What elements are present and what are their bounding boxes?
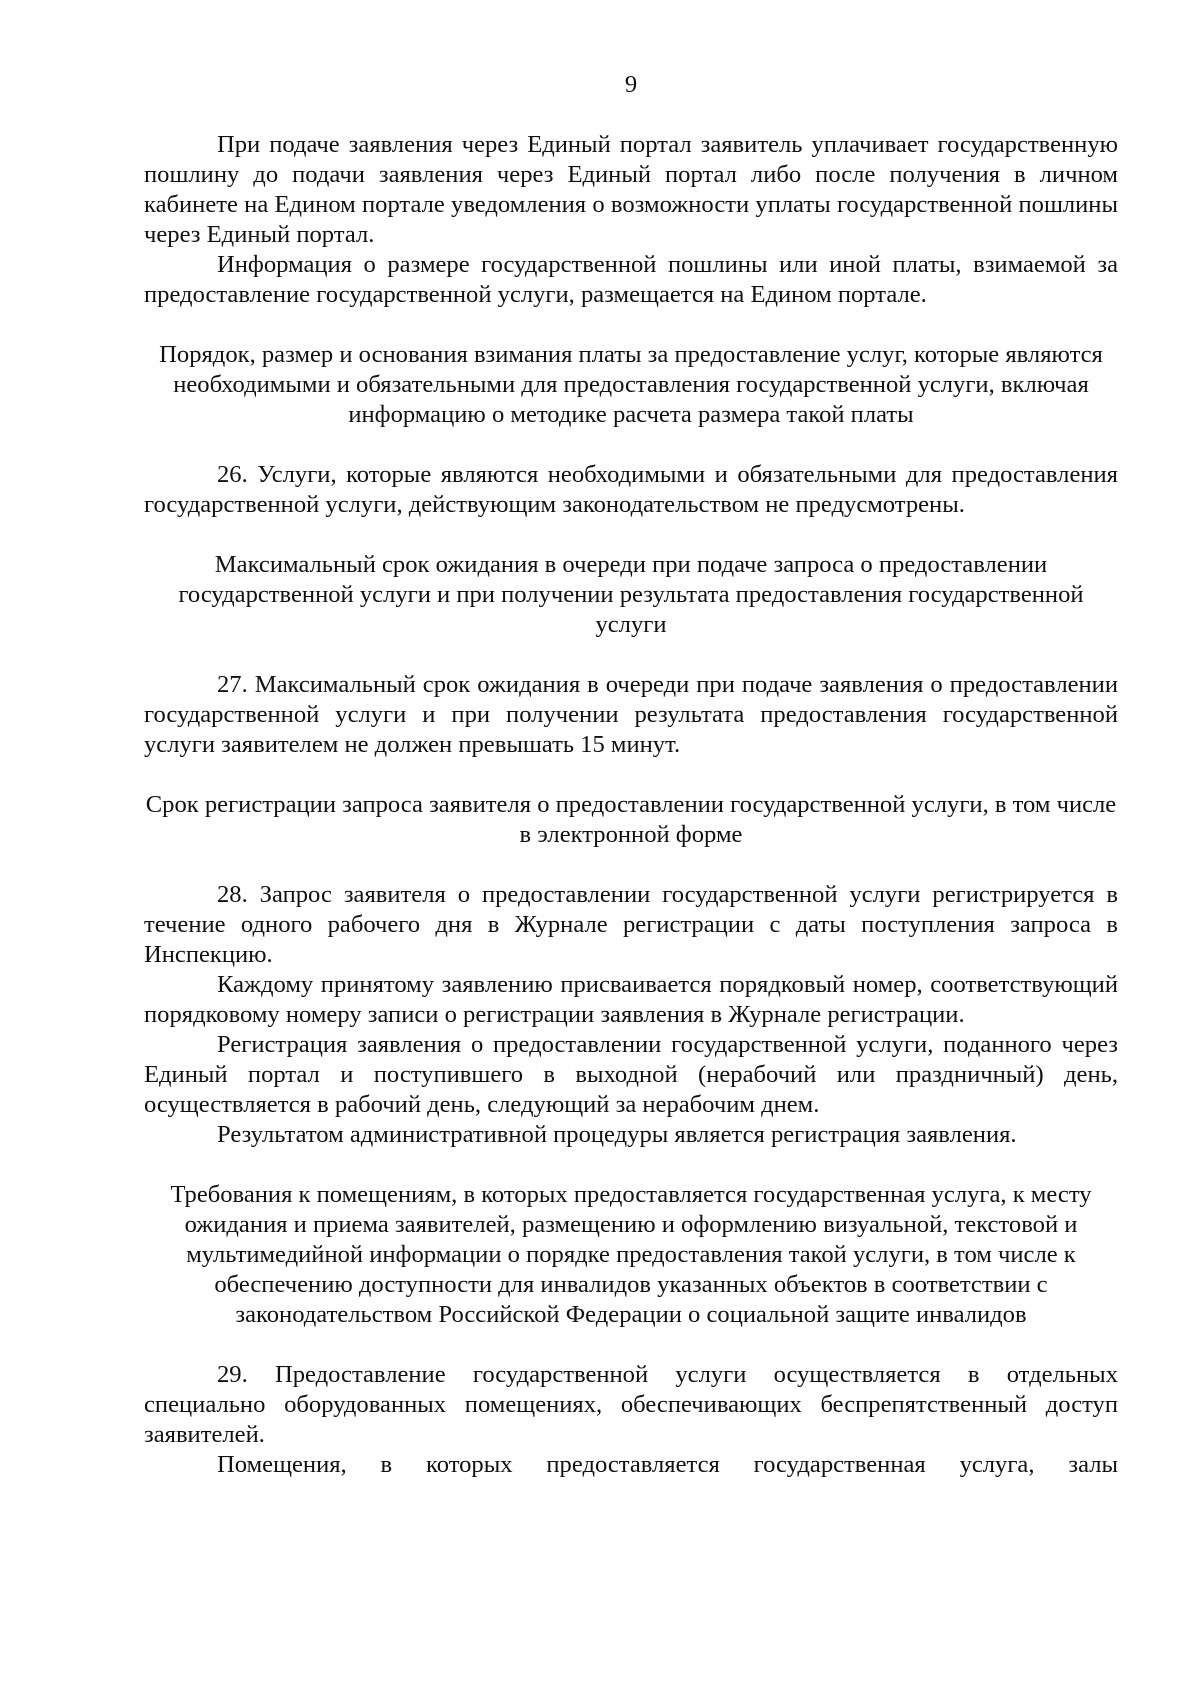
- paragraph-item-28-numbering: Каждому принятому заявлению присваивается порядковый номер, соответствующий порядковому номеру записи о регистрации заявления в Журнале регистрации.: [144, 971, 1118, 1028]
- section-heading-premises-requirements: Требования к помещениям, в которых предоставляется государственная услуга, к месту ожидания и приема заявителей, размещению и оформлению визуальной, текстовой и мультимедийной информации о порядке предоставления такой услуги, в том числе к обеспечению доступности для инвалидов указанных объектов в соответствии с законодательством Российской Федерации о социальной защите инвалидов: [170, 1181, 1092, 1328]
- section-heading-max-wait-time: Максимальный срок ожидания в очереди при подаче запроса о предоставлении государственной услуги и при получении результата предоставления государственной услуги: [178, 551, 1084, 638]
- section-heading-registration-term: Срок регистрации запроса заявителя о предоставлении государственной услуги, в том числе в электронной форме: [145, 791, 1117, 848]
- paragraph-item-29: 29. Предоставление государственной услуги осуществляется в отдельных специально оборудованных помещениях, обеспечивающих беспрепятственный доступ заявителей.: [144, 1361, 1118, 1448]
- paragraph-item-28-result: Результатом административной процедуры является регистрация заявления.: [217, 1121, 1017, 1148]
- paragraph-item-28: 28. Запрос заявителя о предоставлении государственной услуги регистрируется в течение одного рабочего дня в Журнале регистрации с даты поступления запроса в Инспекцию.: [144, 881, 1118, 968]
- section-heading-fee-procedure: Порядок, размер и основания взимания платы за предоставление услуг, которые являются необходимыми и обязательными для предоставления государственной услуги, включая информацию о методике расчета размера такой платы: [159, 341, 1103, 428]
- paragraph-item-27: 27. Максимальный срок ожидания в очереди при подаче заявления о предоставлении государственной услуги и при получении результата предоставления государственной услуги заявителем не должен превышать 15 минут.: [144, 671, 1118, 758]
- paragraph-item-26: 26. Услуги, которые являются необходимыми и обязательными для предоставления государственной услуги, действующим законодательством не предусмотрены.: [144, 461, 1118, 518]
- paragraph-fee-info: Информация о размере государственной пошлины или иной платы, взимаемой за предоставление государственной услуги, размещается на Едином портале.: [144, 251, 1118, 308]
- paragraph-item-29-premises: Помещения, в которых предоставляется государственная услуга, залы: [217, 1451, 1118, 1478]
- paragraph-item-28-holiday: Регистрация заявления о предоставлении государственной услуги, поданного через Единый портал и поступившего в выходной (нерабочий или праздничный) день, осуществляется в рабочий день, следующий за нерабочим днем.: [144, 1031, 1118, 1118]
- paragraph-fee-payment: При подаче заявления через Единый портал заявитель уплачивает государственную пошлину до подачи заявления через Единый портал либо после получения в личном кабинете на Едином портале уведомления о возможности уплаты государственной пошлины через Единый портал.: [144, 131, 1118, 248]
- document-page: [144, 70, 1118, 1480]
- page-number: 9: [624, 71, 638, 98]
